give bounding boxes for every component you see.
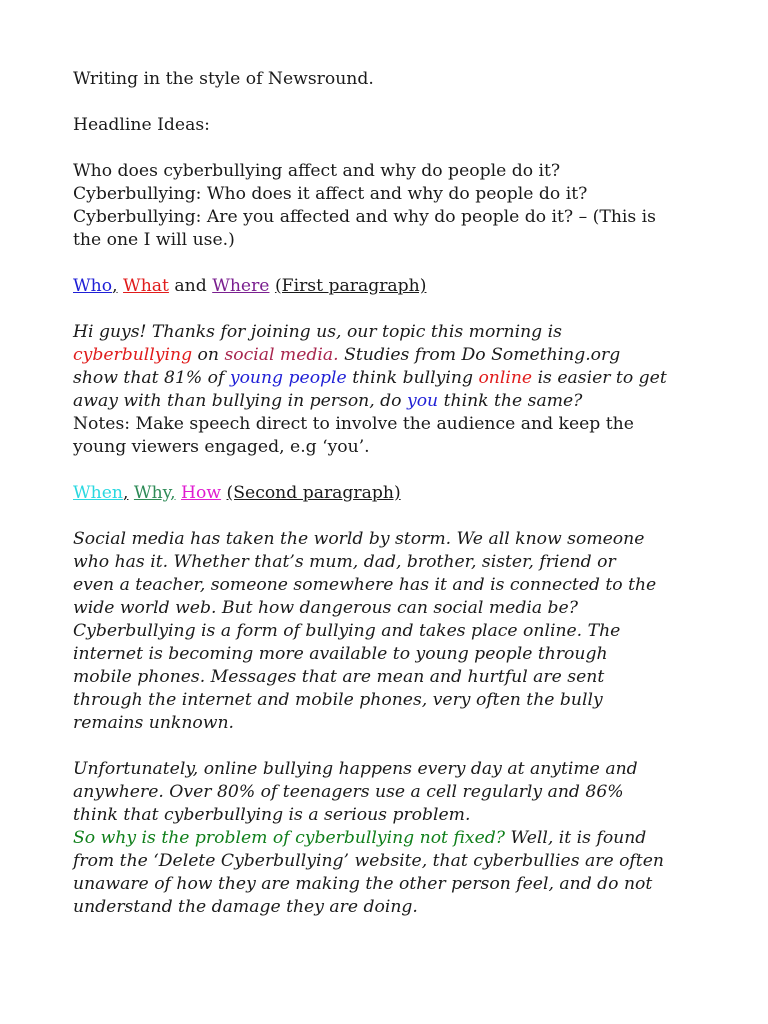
headline-ideas-label: Headline Ideas: xyxy=(73,115,210,135)
notes-line: young viewers engaged, e.g ‘you’. xyxy=(73,437,370,457)
highlighted-question: So why is the problem of cyberbullying not fixed? xyxy=(73,828,505,848)
headline-idea: the one I will use.) xyxy=(73,230,235,250)
document-title: Writing in the style of Newsround. xyxy=(73,69,374,89)
heading-why: Why, xyxy=(133,483,176,503)
second-paragraph: Social media has taken the world by storm. We all know someone who has it. Whether that’s mum, dad, brother, sister, friend or even a teacher, someone somewhere has it and is connected to the wide world web. But how dangerous can social media be? Cyberbullying is a form of bullying and takes place online. The internet is becoming more available to young people through mobile phones. Messages that are mean and hurtful are sent through the internet and mobile phones, very often the bully remains unknown. xyxy=(73,529,657,733)
heading-what: What xyxy=(123,276,169,296)
section-heading-first-paragraph: Who, What and Where (First paragraph) xyxy=(73,276,427,296)
first-paragraph: Hi guys! Thanks for joining us, our topic this morning is cyberbullying on social media. Studies from Do Something.org show that 81% of young people think bullying online is easier to get away with than bullying in person, do you think the same? xyxy=(73,322,667,411)
heading-paren: (First paragraph) xyxy=(274,276,427,296)
document-page xyxy=(73,68,713,919)
notes-line: Notes: Make speech direct to involve the audience and keep the xyxy=(73,414,634,434)
heading-when: When xyxy=(73,483,123,503)
headline-idea: Who does cyberbullying affect and why do people do it? xyxy=(73,161,561,181)
section-heading-second-paragraph: When, Why, How (Second paragraph) xyxy=(73,483,401,503)
heading-paren: (Second paragraph) xyxy=(226,483,401,503)
third-paragraph: Unfortunately, online bullying happens every day at anytime and anywhere. Over 80% of teenagers use a cell regularly and 86% think that cyberbullying is a serious problem. So why is the problem of cyberbullying not fixed? Well, it is found from the ‘Delete Cyberbullying’ website, that cyberbullies are often unaware of how they are making the other person feel, and do not understand the damage they are doing. xyxy=(73,759,664,917)
heading-who: Who xyxy=(73,276,113,296)
headline-idea: Cyberbullying: Are you affected and why do people do it? – (This is xyxy=(73,207,656,227)
heading-where: Where xyxy=(212,276,270,296)
heading-how: How xyxy=(181,483,222,503)
headline-idea: Cyberbullying: Who does it affect and why do people do it? xyxy=(73,184,588,204)
